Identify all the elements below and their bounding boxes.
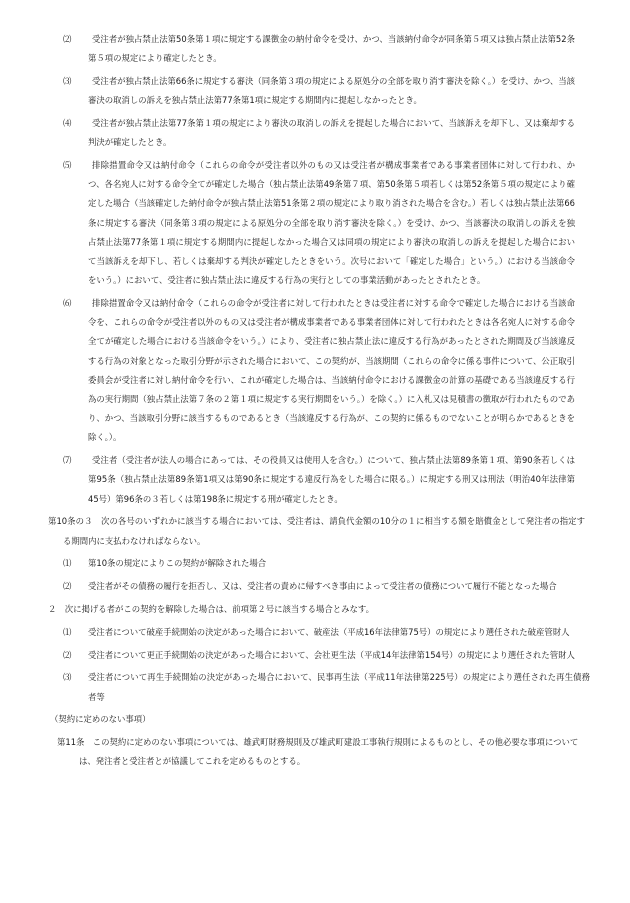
article-11-text: 第11条 この契約に定めのない事項については、雄武町財務規則及び雄武町建設工事執行規則によるものとし、その他必要な事項については、発注者と受注者とが協議してこれを定めるものとする。 [57,737,579,767]
item-number: ⑶ [63,672,72,683]
item-text: 排除措置命令又は納付命令（これらの命令が受注者以外のもの又は受注者が構成事業者である事業者団体に対して行われ、かつ、各名宛人に対する命令全てが確定した場合（独占禁止法第49条第７項、第50条第５項若しくは第52条第５項の規定により確定した場合（当該確定した納付命令が独占禁止法第51条第２項の規定により取り消された場合を含む。）若しくは独占禁止法第66条に規定する審決（同条第３項の規定による原処分の全部を取り消す審決を除く。）を受け、かつ、当該審決の取消しの訴えを独占禁止法第77条第１項に規定する期間内に提起しなかった場合又は同項の規定により審決の取消しの訴えを提起した場合において当該訴えを却下し、若しくは棄却する判決が確定したときをいう。次号において「確定した場合」という。）における当該命令をいう。）において、受注者に独占禁止法に違反する行為の実行としての事業活動があったとされたとき。 [88,160,575,286]
item-number: ⑺ [63,455,72,466]
item-text: 受注者が独占禁止法第50条第１項に規定する課徴金の納付命令を受け、かつ、当該納付命令が同条第５項又は独占禁止法第52条第５項の規定により確定したとき。 [88,34,575,64]
paragraph-2-item-1 [0,623,630,642]
item-number: ⑵ [63,581,72,592]
item-number: ⑸ [63,160,72,170]
item-number: ⑴ [63,558,72,569]
clause-item-4 [0,114,630,152]
paragraph-2-item-3 [0,668,630,706]
item-text: 第10条の規定によりこの契約が解除された場合 [88,558,267,569]
paragraph-2-item-2 [0,646,630,665]
clause-item-3 [0,72,630,110]
item-text: 受注者について破産手続開始の決定があった場合において、破産法（平成16年法律第75号）の規定により選任された破産管財人 [88,626,570,637]
article-10-3-item-2 [0,577,630,596]
article-10-3-text: 第10条の３ 次の各号のいずれかに該当する場合においては、受注者は、請負代金額の10分の１に相当する額を賠償金として発注者の指定する期間内に支払わなければならない。 [48,516,585,546]
contract-document [0,30,630,772]
item-number: ⑶ [63,76,72,86]
clause-item-6 [0,294,630,448]
paragraph-2-text: ２ 次に掲げる者がこの契約を解除した場合は、前項第２号に該当する場合とみなす。 [48,604,374,615]
item-text: 受注者について更正手続開始の決定があった場合において、会社更生法（平成14年法律第154号）の規定により選任された管財人 [88,649,575,660]
item-text: 排除措置命令又は納付命令（これらの命令が受注者に対して行われたときは受注者に対する命令で確定した場合における当該命令を、これらの命令が受注者以外のもの又は受注者が構成事業者である事業者団体に対して行われたときは各名宛人に対する命令全てが確定した場合における当該命令をいう。）により、受注者に独占禁止法に違反する行為があったとされた期間及び当該違反する行為の対象となった取引分野が示された場合において、この契約が、当該期間（これらの命令に係る事件について、公正取引委員会が受注者に対し納付命令を行い、これが確定した場合は、当該納付命令における課徴金の計算の基礎である当該違反する行為の実行期間（独占禁止法第７条の２第１項に規定する実行期間をいう。）を除く。）に入札又は見積書の徴取が行われたものであり、かつ、当該取引分野に該当するものであるとき（当該違反する行為が、この契約に係るものでないことが明らかであるときを除く。）。 [88,298,575,443]
clause-item-7 [0,451,630,509]
item-text: 受注者がその債務の履行を拒否し、又は、受注者の責めに帰すべき事由によって受注者の債務について履行不能となった場合 [88,581,557,592]
item-number: ⑵ [63,649,72,660]
item-number: ⑹ [63,298,72,309]
article-11-heading: （契約に定めのない事項） [50,714,151,725]
article-10-3-item-1 [0,554,630,573]
item-number: ⑵ [63,34,72,44]
item-number: ⑷ [63,118,72,128]
item-text: 受注者が独占禁止法第77条第１項の規定により審決の取消しの訴えを提起した場合において、当該訴えを却下し、又は棄却する判決が確定したとき。 [88,118,575,148]
item-text: 受注者について再生手続開始の決定があった場合において、民事再生法（平成11年法律第225号）の規定により選任された再生債務者等 [88,672,590,702]
paragraph-2 [0,600,630,619]
item-text: 受注者（受注者が法人の場合にあっては、その役員又は使用人を含む。）について、独占禁止法第89条第１項、第90条若しくは第95条（独占禁止法第89条第1項又は第90条に規定する違反行為をした場合に限る。）に規定する刑又は刑法（明治40年法律第45号）第96条の３若しくは第198条に規定する刑が確定したとき。 [88,455,575,504]
clause-item-5 [0,156,630,290]
item-text: 受注者が独占禁止法第66条に規定する審決（同条第３項の規定による原処分の全部を取り消す審決を除く。）を受け、かつ、当該審決の取消しの訴えを独占禁止法第77条第1項に規定する期間内に提起しなかったとき。 [88,76,575,106]
article-11 [0,733,630,771]
clause-item-2 [0,30,630,68]
article-10-3 [0,512,630,550]
item-number: ⑴ [63,626,72,637]
